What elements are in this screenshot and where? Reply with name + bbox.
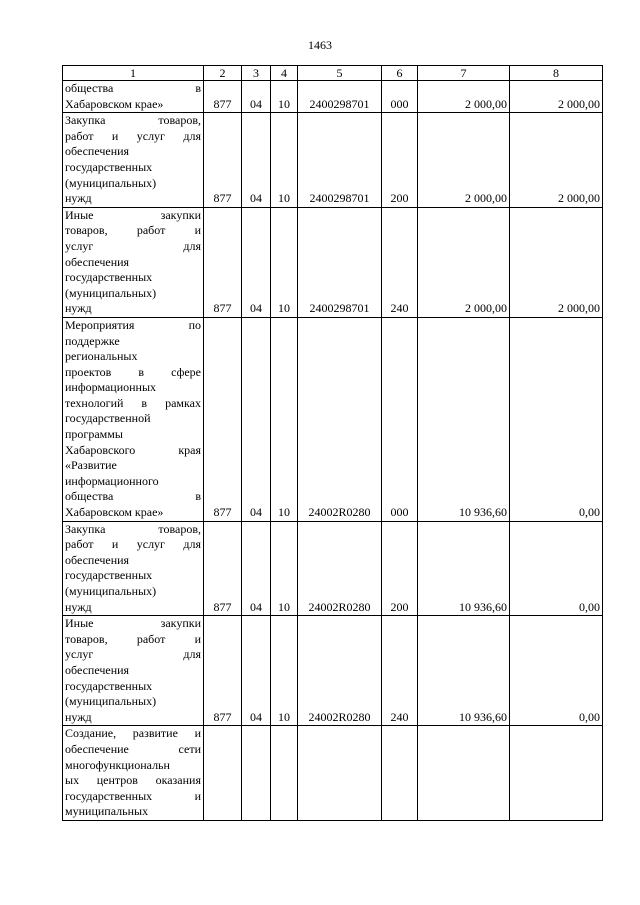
page-number: 1463 bbox=[308, 38, 332, 52]
row-name-line: (муниципальных) bbox=[65, 694, 157, 709]
row-ved: 877 bbox=[204, 616, 242, 726]
column-header: 6 bbox=[382, 66, 418, 81]
column-header: 1 bbox=[63, 66, 204, 81]
row-name-line: обеспечения bbox=[65, 144, 130, 159]
row-name-line: Хабаровского края bbox=[65, 442, 201, 457]
column-header: 2 bbox=[204, 66, 242, 81]
row-sum-2: 0,00 bbox=[510, 521, 603, 616]
row-vr: 240 bbox=[382, 207, 418, 317]
row-sum-1: 10 936,60 bbox=[418, 521, 510, 616]
row-name-line: государственных bbox=[65, 270, 153, 285]
row-vr bbox=[382, 726, 418, 821]
row-name-line: проектов в сфере bbox=[65, 364, 201, 379]
row-ved: 877 bbox=[204, 81, 242, 113]
row-sum-1: 10 936,60 bbox=[418, 616, 510, 726]
row-name bbox=[63, 81, 204, 113]
row-name-line: (муниципальных) bbox=[65, 285, 157, 300]
row-pr: 10 bbox=[271, 521, 298, 616]
row-name-line: нужд bbox=[65, 301, 92, 316]
row-name bbox=[63, 317, 204, 521]
row-pr: 10 bbox=[271, 81, 298, 113]
row-name bbox=[63, 616, 204, 726]
row-name-line: нужд bbox=[65, 599, 92, 614]
row-ved bbox=[204, 726, 242, 821]
row-sum-1: 2 000,00 bbox=[418, 113, 510, 208]
row-sum-1 bbox=[418, 726, 510, 821]
row-csr: 2400298701 bbox=[298, 207, 382, 317]
row-name-line: работ и услуг для bbox=[65, 537, 201, 552]
row-rz: 04 bbox=[242, 81, 271, 113]
table-row bbox=[63, 81, 603, 113]
row-name-line: государственной bbox=[65, 411, 151, 426]
table-row bbox=[63, 726, 603, 821]
row-name-line: товаров, работ и bbox=[65, 631, 201, 646]
row-name-line: Хабаровском крае» bbox=[65, 505, 164, 520]
table-row bbox=[63, 616, 603, 726]
row-name-line: (муниципальных) bbox=[65, 584, 157, 598]
row-name-line: государственных bbox=[65, 678, 153, 693]
row-vr: 200 bbox=[382, 113, 418, 208]
row-name-line: технологий в рамках bbox=[65, 395, 201, 410]
row-rz: 04 bbox=[242, 616, 271, 726]
row-rz: 04 bbox=[242, 521, 271, 616]
row-sum-2: 2 000,00 bbox=[510, 207, 603, 317]
row-csr: 2400298701 bbox=[298, 81, 382, 113]
row-sum-1: 2 000,00 bbox=[418, 81, 510, 113]
row-csr bbox=[298, 726, 382, 821]
row-name-line: региональных bbox=[65, 349, 138, 364]
row-name-line: Закупка товаров, bbox=[65, 521, 201, 536]
row-name-line: информационных bbox=[65, 380, 157, 395]
row-name-line: «Развитие bbox=[65, 458, 117, 473]
budget-table bbox=[62, 65, 603, 821]
row-name bbox=[63, 207, 204, 317]
row-sum-2: 0,00 bbox=[510, 616, 603, 726]
row-name-line: государственных bbox=[65, 568, 153, 583]
row-sum-2 bbox=[510, 726, 603, 821]
row-sum-2: 2 000,00 bbox=[510, 113, 603, 208]
row-pr: 10 bbox=[271, 113, 298, 208]
row-name-line: государственных bbox=[65, 159, 153, 174]
row-pr: 10 bbox=[271, 616, 298, 726]
row-vr: 000 bbox=[382, 81, 418, 113]
row-name-line: обеспечение сети bbox=[65, 741, 201, 756]
row-name-line: общества в bbox=[65, 81, 201, 95]
row-name bbox=[63, 521, 204, 616]
row-name-line: обеспечения bbox=[65, 254, 130, 269]
row-csr: 24002R0280 bbox=[298, 521, 382, 616]
row-pr: 10 bbox=[271, 317, 298, 521]
row-sum-2: 0,00 bbox=[510, 317, 603, 521]
row-pr: 10 bbox=[271, 207, 298, 317]
row-csr: 24002R0280 bbox=[298, 317, 382, 521]
row-rz: 04 bbox=[242, 207, 271, 317]
row-ved: 877 bbox=[204, 113, 242, 208]
column-header: 3 bbox=[242, 66, 271, 81]
row-name-line: (муниципальных) bbox=[65, 175, 157, 190]
row-ved: 877 bbox=[204, 521, 242, 616]
column-header: 7 bbox=[418, 66, 510, 81]
row-name-line: услуг для bbox=[65, 238, 201, 253]
row-name-line: поддержке bbox=[65, 333, 120, 348]
row-vr: 240 bbox=[382, 616, 418, 726]
column-header: 4 bbox=[271, 66, 298, 81]
row-name-line: Создание, развитие и bbox=[65, 726, 201, 741]
row-name-line: ых центров оказания bbox=[65, 773, 201, 788]
row-name-line: общества в bbox=[65, 489, 201, 504]
row-rz: 04 bbox=[242, 317, 271, 521]
table-row bbox=[63, 207, 603, 317]
row-csr: 2400298701 bbox=[298, 113, 382, 208]
row-name-line: услуг для bbox=[65, 647, 201, 662]
row-name-line: работ и услуг для bbox=[65, 128, 201, 143]
column-header: 8 bbox=[510, 66, 603, 81]
header-row bbox=[63, 66, 603, 81]
row-name-line: Хабаровском крае» bbox=[65, 96, 164, 111]
row-csr: 24002R0280 bbox=[298, 616, 382, 726]
row-name-line: Мероприятия по bbox=[65, 317, 201, 332]
row-ved: 877 bbox=[204, 317, 242, 521]
table-row bbox=[63, 317, 603, 521]
row-name-line: программы bbox=[65, 427, 123, 442]
row-ved: 877 bbox=[204, 207, 242, 317]
column-header: 5 bbox=[298, 66, 382, 81]
table-body bbox=[63, 81, 603, 821]
row-name-line: нужд bbox=[65, 709, 92, 724]
row-name-line: многофункциональн bbox=[65, 757, 170, 772]
row-name-line: Иные закупки bbox=[65, 616, 201, 631]
row-name-line: обеспечения bbox=[65, 552, 130, 567]
row-vr: 200 bbox=[382, 521, 418, 616]
row-vr: 000 bbox=[382, 317, 418, 521]
row-name-line: нужд bbox=[65, 191, 92, 206]
row-rz: 04 bbox=[242, 113, 271, 208]
row-name-line: Иные закупки bbox=[65, 207, 201, 222]
row-name-line: Закупка товаров, bbox=[65, 113, 201, 128]
row-name bbox=[63, 113, 204, 208]
row-name bbox=[63, 726, 204, 821]
row-sum-2: 2 000,00 bbox=[510, 81, 603, 113]
table-row bbox=[63, 113, 603, 208]
row-name-line: муниципальных bbox=[65, 804, 149, 819]
row-name-line: государственных и bbox=[65, 788, 201, 803]
row-name-line: товаров, работ и bbox=[65, 223, 201, 238]
row-rz bbox=[242, 726, 271, 821]
row-name-line: информационного bbox=[65, 473, 159, 488]
table-row bbox=[63, 521, 603, 616]
row-sum-1: 10 936,60 bbox=[418, 317, 510, 521]
row-name-line: обеспечения bbox=[65, 662, 130, 677]
row-pr bbox=[271, 726, 298, 821]
row-sum-1: 2 000,00 bbox=[418, 207, 510, 317]
